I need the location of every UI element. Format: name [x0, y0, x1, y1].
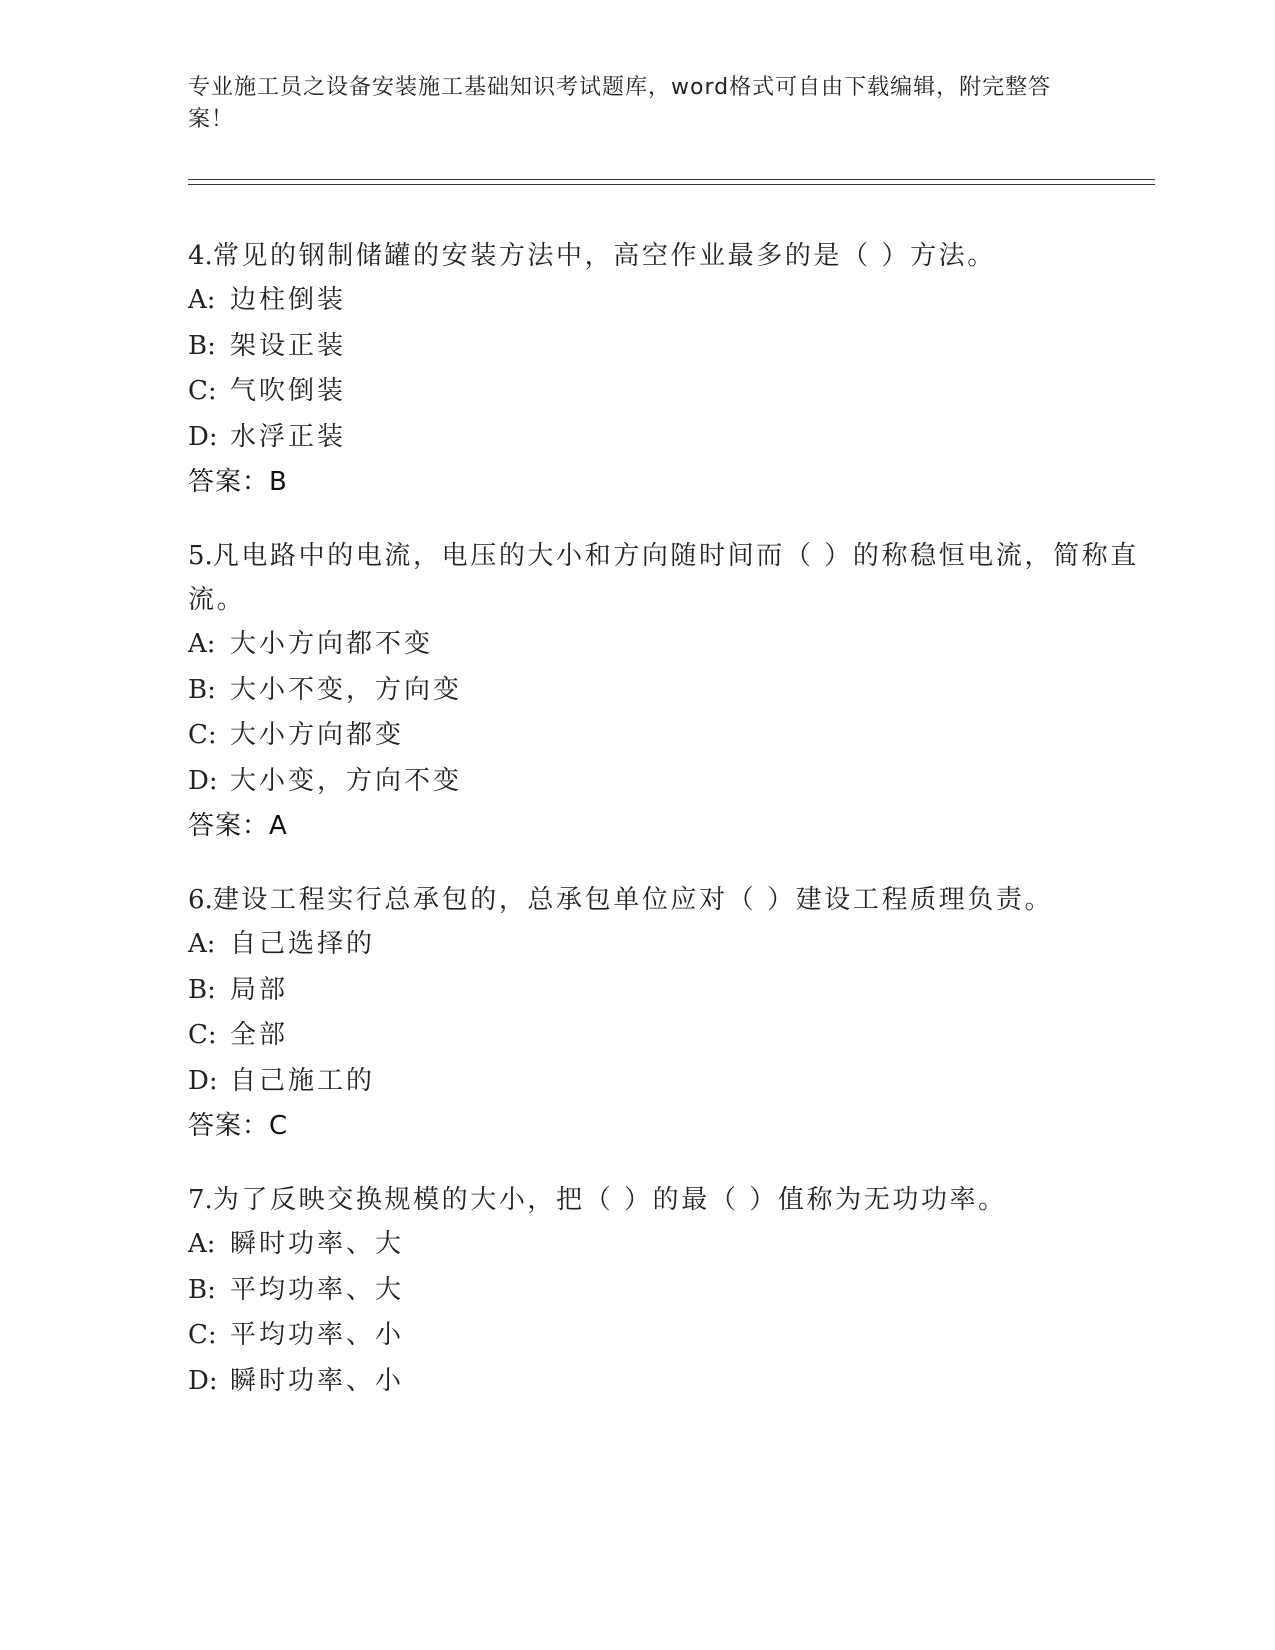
- option-c: [188, 369, 1148, 415]
- option-text: 局部: [230, 974, 289, 1005]
- option-a: [188, 278, 1148, 324]
- option-key: A:: [188, 629, 216, 659]
- question-4: [188, 234, 1148, 505]
- option-text: 大小方向都不变: [230, 629, 434, 659]
- question-stem: 建设工程实行总承包的，总承包单位应对（ ）建设工程质理负责。: [212, 885, 1054, 915]
- answer-line: 答案：B: [188, 467, 288, 497]
- option-key: B:: [188, 1274, 216, 1305]
- option-key: C:: [188, 720, 217, 750]
- option-text: 自己选择的: [230, 929, 376, 959]
- answer-line: 答案：C: [188, 1111, 289, 1141]
- option-key: D:: [188, 1365, 218, 1396]
- option-d: [188, 759, 1148, 805]
- option-text: 瞬时功率、小: [230, 1365, 405, 1396]
- question-7: [188, 1178, 1148, 1404]
- answer-line: 答案：A: [188, 811, 288, 841]
- question-number: 7.: [188, 1185, 213, 1215]
- option-text: 全部: [230, 1020, 289, 1050]
- option-text: 架设正装: [230, 330, 347, 361]
- question-stem: 常见的钢制储罐的安装方法中，高空作业最多的是（ ）方法。: [212, 241, 996, 271]
- question-text: [188, 878, 1148, 922]
- option-c: [188, 1013, 1148, 1059]
- question-text: [188, 1178, 1148, 1222]
- option-a: [188, 1222, 1148, 1268]
- question-number: 5.: [188, 541, 213, 571]
- question-5: [188, 534, 1148, 849]
- option-d: [188, 1359, 1148, 1405]
- option-key: B:: [188, 974, 216, 1005]
- option-key: D:: [188, 765, 218, 796]
- option-c: [188, 1313, 1148, 1359]
- option-b: [188, 668, 1148, 714]
- option-text: 自己施工的: [230, 1065, 376, 1096]
- question-stem: 凡电路中的电流，电压的大小和方向随时间而（ ）的称稳恒电流，简称直流。: [188, 541, 1139, 615]
- option-text: 水浮正装: [230, 421, 347, 452]
- option-text: 大小方向都变: [230, 720, 405, 750]
- option-text: 边柱倒装: [230, 285, 347, 315]
- option-d: [188, 1059, 1148, 1105]
- option-key: B:: [188, 330, 216, 361]
- question-text: [188, 234, 1148, 278]
- option-a: [188, 922, 1148, 968]
- option-key: C:: [188, 1320, 217, 1350]
- header-divider-top: [188, 179, 1155, 180]
- document-header: 专业施工员之设备安装施工基础知识考试题库，word格式可自由下载编辑，附完整答案！: [188, 75, 1052, 132]
- option-key: C:: [188, 376, 217, 406]
- option-text: 平均功率、大: [230, 1274, 405, 1305]
- header-divider-bottom: [188, 184, 1155, 185]
- question-stem: 为了反映交换规模的大小，把（ ）的最（ ）值称为无功功率。: [212, 1185, 1007, 1215]
- option-d: [188, 415, 1148, 461]
- option-key: D:: [188, 421, 218, 452]
- question-list: [188, 234, 1148, 1433]
- option-key: A:: [188, 285, 216, 315]
- option-text: 大小不变，方向变: [230, 674, 463, 705]
- option-b: [188, 1268, 1148, 1314]
- option-key: D:: [188, 1065, 218, 1096]
- option-key: A:: [188, 1229, 216, 1259]
- option-key: B:: [188, 674, 216, 705]
- question-text: [188, 534, 1148, 622]
- option-c: [188, 713, 1148, 759]
- question-number: 4.: [188, 241, 213, 271]
- option-b: [188, 324, 1148, 370]
- option-text: 平均功率、小: [230, 1320, 405, 1350]
- option-key: A:: [188, 929, 216, 959]
- option-key: C:: [188, 1020, 217, 1050]
- option-text: 瞬时功率、大: [230, 1229, 405, 1259]
- option-text: 大小变，方向不变: [230, 765, 463, 796]
- option-b: [188, 968, 1148, 1014]
- question-6: [188, 878, 1148, 1149]
- option-text: 气吹倒装: [230, 376, 347, 406]
- question-number: 6.: [188, 885, 213, 915]
- option-a: [188, 622, 1148, 668]
